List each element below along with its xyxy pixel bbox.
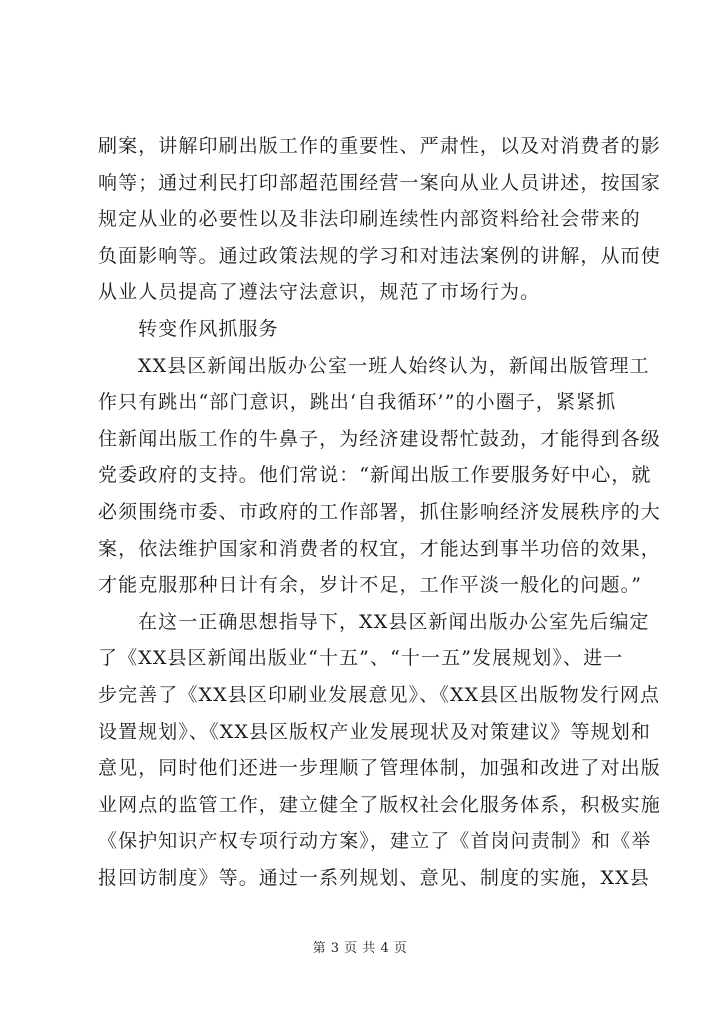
paragraph-line: 设置规划》、《XX县区版权产业发展现状及对策建议》等规划和 (98, 720, 651, 743)
paragraph-line: 响等；通过利民打印部超范围经营一案向从业人员讲述，按国家 (98, 171, 661, 194)
paragraph-line: 意见，同时他们还进一步理顺了管理体制，加强和改进了对出版 (98, 757, 661, 780)
paragraph-line: 步完善了《XX县区印刷业发展意见》、《XX县区出版物发行网点 (98, 683, 661, 706)
paragraph-line: 党委政府的支持。他们常说：“新闻出版工作要服务好中心，就 (98, 464, 652, 487)
paragraph-line: XX县区新闻出版办公室一班人始终认为，新闻出版管理工 (138, 354, 650, 377)
paragraph-line: 住新闻出版工作的牛鼻子，为经济建设帮忙鼓劲，才能得到各级 (98, 427, 661, 450)
paragraph-line: 了《XX县区新闻出版业“十五”、“十一五”发展规划》、进一 (98, 647, 624, 670)
section-heading: 转变作风抓服务 (138, 317, 279, 340)
paragraph-line: 案，依法维护国家和消费者的权宜，才能达到事半功倍的效果， (98, 537, 661, 560)
page-number-footer: 第 3 页 共 4 页 (312, 941, 408, 956)
paragraph-line: 负面影响等。通过政策法规的学习和对违法案例的讲解，从而使 (98, 244, 661, 267)
paragraph-line: 从业人员提高了遵法守法意识，规范了市场行为。 (98, 281, 541, 304)
paragraph-line: 作只有跳出“部门意识，跳出‘自我循环’”的小圈子，紧紧抓 (98, 391, 617, 414)
paragraph-line: 刷案，讲解印刷出版工作的重要性、严肃性，以及对消费者的影 (98, 135, 661, 157)
paragraph-line: 业网点的监管工作，建立健全了版权社会化服务体系，积极实施 (98, 793, 661, 816)
paragraph-line: 才能克服那种日计有余，岁计不足，工作平淡一般化的问题。” (98, 574, 643, 597)
paragraph-line: 在这一正确思想指导下，XX县区新闻出版办公室先后编定 (138, 610, 650, 633)
paragraph-line: 必须围绕市委、市政府的工作部署，抓住影响经济发展秩序的大 (98, 500, 661, 523)
paragraph-line: 报回访制度》等。通过一系列规划、意见、制度的实施，XX县 (98, 866, 650, 889)
document-body (98, 128, 661, 896)
paragraph-line: 《保护知识产权专项行动方案》，建立了《首岗问责制》和《举 (98, 830, 652, 853)
paragraph-line: 规定从业的必要性以及非法印刷连续性内部资料给社会带来的 (98, 208, 641, 231)
